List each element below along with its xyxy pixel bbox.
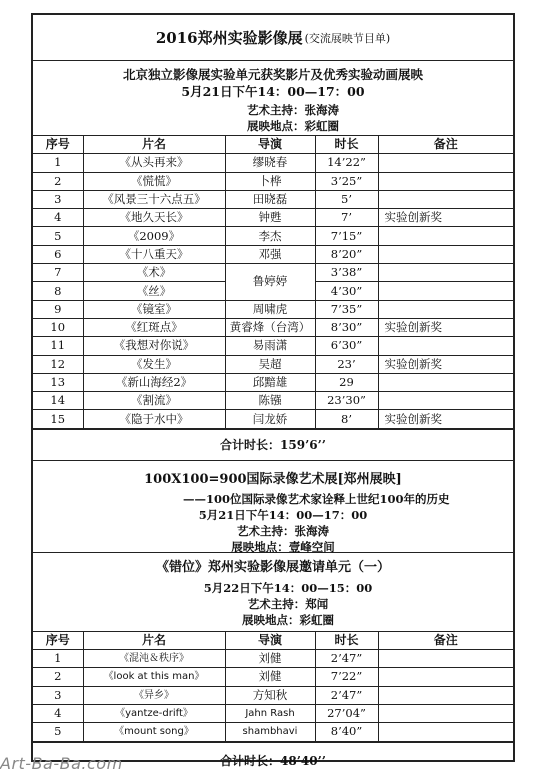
table-row <box>33 300 513 318</box>
film-note <box>378 282 513 300</box>
film-director: shambhavi <box>225 723 315 741</box>
section-2-venue: 展映地点：壹峰空间 <box>231 539 335 554</box>
film-duration: 7’ <box>315 209 378 227</box>
film-duration: 3’38” <box>315 264 378 282</box>
film-duration: 4’30” <box>315 282 378 300</box>
film-director: 卜桦 <box>225 172 315 190</box>
row-number: 13 <box>33 373 83 391</box>
column-header: 序号 <box>33 631 83 649</box>
film-note <box>378 264 513 282</box>
row-number: 3 <box>33 190 83 208</box>
table-row <box>33 154 513 172</box>
film-duration: 8’30” <box>315 318 378 336</box>
row-number: 3 <box>33 686 83 704</box>
section-3-time: 5月22日下午14：00—15：00 <box>203 580 373 595</box>
film-note <box>378 650 513 668</box>
table-row <box>33 318 513 336</box>
film-duration: 2’47” <box>315 686 378 704</box>
section-1-heading: 北京独立影像展实验单元获奖影片及优秀实验动画展映 <box>122 67 423 82</box>
film-title: 《十八重天》 <box>83 245 225 263</box>
film-title: 《2009》 <box>83 227 225 245</box>
table-row <box>33 650 513 668</box>
section-1-table <box>33 135 513 429</box>
row-number: 2 <box>33 668 83 686</box>
table-row <box>33 245 513 263</box>
film-duration: 8’20” <box>315 245 378 263</box>
section-1-time: 5月21日下午14：00—17：00 <box>181 84 365 99</box>
film-title: 《割流》 <box>83 392 225 410</box>
section-1-total: 合计时长：159’6’’ <box>33 429 513 461</box>
section-2-heading: 100X100=900国际录像艺术展[郑州展映] <box>144 471 402 487</box>
table-row <box>33 172 513 190</box>
film-note <box>378 704 513 722</box>
film-director: 陈镪 <box>225 392 315 410</box>
row-number: 15 <box>33 410 83 428</box>
film-director: 易雨潇 <box>225 337 315 355</box>
section-3-venue: 展映地点：彩虹圈 <box>242 612 334 627</box>
film-duration: 14’22” <box>315 154 378 172</box>
column-header: 序号 <box>33 136 83 154</box>
film-director: 方知秋 <box>225 686 315 704</box>
film-director: 邓强 <box>225 245 315 263</box>
film-duration: 2’47” <box>315 650 378 668</box>
section-1-host: 艺术主持：张海涛 <box>247 103 339 117</box>
film-title: 《yantze-drift》 <box>83 704 225 722</box>
film-title: 《红斑点》 <box>83 318 225 336</box>
film-director: 刘健 <box>225 668 315 686</box>
film-duration: 27’04” <box>315 704 378 722</box>
section-3-heading: 《错位》郑州实验影像展邀请单元（一） <box>155 559 390 575</box>
film-title: 《镜室》 <box>83 300 225 318</box>
film-duration: 29 <box>315 373 378 391</box>
column-header: 片名 <box>83 136 225 154</box>
section-2-host: 艺术主持：张海涛 <box>237 523 329 538</box>
column-header: 时长 <box>315 136 378 154</box>
row-number: 4 <box>33 209 83 227</box>
film-duration: 8’40” <box>315 723 378 741</box>
watermark: Art-Ba-Ba.com <box>0 754 123 773</box>
film-director: 闫龙娇 <box>225 410 315 428</box>
section-2 <box>33 461 513 553</box>
row-number: 11 <box>33 337 83 355</box>
film-director: 刘健 <box>225 650 315 668</box>
column-header: 时长 <box>315 631 378 649</box>
film-director: 李杰 <box>225 227 315 245</box>
film-title: 《look at this man》 <box>83 668 225 686</box>
film-duration: 8’ <box>315 410 378 428</box>
table-row <box>33 686 513 704</box>
film-director: 鲁婷婷 <box>225 264 315 301</box>
film-note <box>378 686 513 704</box>
film-title: 《mount song》 <box>83 723 225 741</box>
film-director: 缪晓春 <box>225 154 315 172</box>
column-header: 片名 <box>83 631 225 649</box>
row-number: 8 <box>33 282 83 300</box>
film-title: 《地久天长》 <box>83 209 225 227</box>
table-header-row <box>33 136 513 154</box>
film-director: 周啸虎 <box>225 300 315 318</box>
page-title: 2016郑州实验影像展 <box>155 29 303 47</box>
film-note: 实验创新奖 <box>378 355 513 373</box>
film-note: 实验创新奖 <box>378 410 513 428</box>
table-header-row <box>33 631 513 649</box>
row-number: 10 <box>33 318 83 336</box>
row-number: 14 <box>33 392 83 410</box>
row-number: 12 <box>33 355 83 373</box>
column-header: 备注 <box>378 136 513 154</box>
row-number: 2 <box>33 172 83 190</box>
column-header: 导演 <box>225 631 315 649</box>
row-number: 1 <box>33 650 83 668</box>
film-duration: 3’25” <box>315 172 378 190</box>
title-bar <box>33 15 513 61</box>
film-duration: 23’ <box>315 355 378 373</box>
film-title: 《隐于水中》 <box>83 410 225 428</box>
row-number: 9 <box>33 300 83 318</box>
table-row <box>33 704 513 722</box>
film-director: 钟甦 <box>225 209 315 227</box>
row-number: 1 <box>33 154 83 172</box>
film-title: 《术》 <box>83 264 225 282</box>
table-row <box>33 190 513 208</box>
film-note <box>378 337 513 355</box>
film-title: 《新山海经2》 <box>83 373 225 391</box>
section-2-time: 5月21日下午14：00—17：00 <box>198 507 368 522</box>
page-subtitle: (交流展映节目单) <box>304 31 391 45</box>
section-1 <box>33 61 513 461</box>
table-row <box>33 209 513 227</box>
film-note <box>378 154 513 172</box>
film-note <box>378 300 513 318</box>
film-note <box>378 172 513 190</box>
film-note: 实验创新奖 <box>378 209 513 227</box>
film-title: 《风景三十六点五》 <box>83 190 225 208</box>
section-3-host: 艺术主持：郑闻 <box>247 596 329 611</box>
table-row <box>33 392 513 410</box>
film-title: 《发生》 <box>83 355 225 373</box>
section-2-subheading: ——100位国际录像艺术家诠释上世纪100年的历史 <box>183 491 450 506</box>
table-row <box>33 337 513 355</box>
film-director: Jahn Rash <box>225 704 315 722</box>
film-duration: 7’15” <box>315 227 378 245</box>
film-director: 邱黯雄 <box>225 373 315 391</box>
section-1-header <box>33 61 513 135</box>
film-title: 《异乡》 <box>83 686 225 704</box>
film-director: 吴超 <box>225 355 315 373</box>
film-note <box>378 723 513 741</box>
film-duration: 7’22” <box>315 668 378 686</box>
film-note <box>378 373 513 391</box>
table-row <box>33 227 513 245</box>
section-1-venue: 展映地点：彩虹圈 <box>247 119 339 133</box>
film-title: 《我想对你说》 <box>83 337 225 355</box>
film-note <box>378 668 513 686</box>
row-number: 6 <box>33 245 83 263</box>
film-duration: 6’30” <box>315 337 378 355</box>
section-3-table <box>33 631 513 742</box>
film-note <box>378 227 513 245</box>
section-3-total: 合计时长：48’40’’ <box>33 742 513 779</box>
row-number: 5 <box>33 227 83 245</box>
table-row <box>33 355 513 373</box>
column-header: 备注 <box>378 631 513 649</box>
film-duration: 7’35” <box>315 300 378 318</box>
column-header: 导演 <box>225 136 315 154</box>
film-title: 《丝》 <box>83 282 225 300</box>
row-number: 4 <box>33 704 83 722</box>
film-note: 实验创新奖 <box>378 318 513 336</box>
film-title: 《混沌＆秩序》 <box>83 650 225 668</box>
film-director: 黄睿烽（台湾） <box>225 318 315 336</box>
film-note <box>378 245 513 263</box>
film-title: 《从头再来》 <box>83 154 225 172</box>
row-number: 7 <box>33 264 83 282</box>
table-row <box>33 373 513 391</box>
section-3-header <box>33 553 513 631</box>
table-row <box>33 668 513 686</box>
table-row <box>33 410 513 428</box>
film-note <box>378 392 513 410</box>
film-duration: 23’30” <box>315 392 378 410</box>
table-row <box>33 264 513 282</box>
row-number: 5 <box>33 723 83 741</box>
section-3 <box>33 553 513 779</box>
table-row <box>33 723 513 741</box>
film-note <box>378 190 513 208</box>
film-director: 田晓磊 <box>225 190 315 208</box>
film-title: 《慌慌》 <box>83 172 225 190</box>
film-duration: 5’ <box>315 190 378 208</box>
